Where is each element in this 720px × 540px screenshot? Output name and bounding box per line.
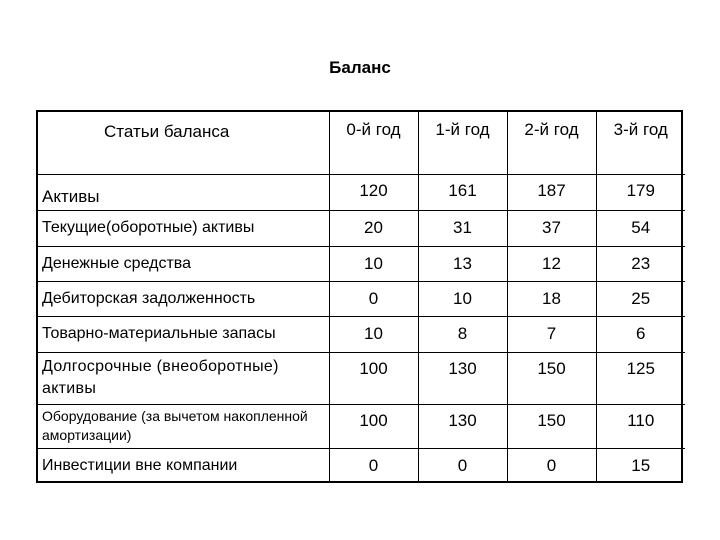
cell-value: 0 (507, 448, 596, 483)
cell-value: 12 (507, 246, 596, 281)
table-header-row (38, 112, 685, 174)
table-row (38, 448, 685, 483)
cell-value: 10 (329, 246, 418, 281)
cell-value: 130 (418, 404, 507, 448)
table-row (38, 174, 685, 210)
cell-value: 23 (596, 246, 685, 281)
cell-value: 0 (329, 281, 418, 316)
table-row (38, 210, 685, 246)
cell-value: 150 (507, 352, 596, 404)
table-row (38, 246, 685, 281)
header-year-0: 0-й год (329, 112, 418, 174)
cell-value: 8 (418, 316, 507, 352)
cell-value: 31 (418, 210, 507, 246)
cell-value: 0 (329, 448, 418, 483)
header-year-2: 2-й год (507, 112, 596, 174)
table-row (38, 316, 685, 352)
cell-value: 179 (596, 174, 685, 210)
header-year-1: 1-й год (418, 112, 507, 174)
row-label: Текущие(оборотные) активы (38, 210, 329, 246)
table-row (38, 404, 685, 448)
cell-value: 18 (507, 281, 596, 316)
balance-table (36, 110, 683, 483)
balance-grid (38, 112, 685, 483)
table-row (38, 352, 685, 404)
cell-value: 20 (329, 210, 418, 246)
cell-value: 110 (596, 404, 685, 448)
cell-value: 13 (418, 246, 507, 281)
cell-value: 37 (507, 210, 596, 246)
cell-value: 54 (596, 210, 685, 246)
row-label: Товарно-материальные запасы (38, 316, 329, 352)
cell-value: 0 (418, 448, 507, 483)
row-label: Оборудование (за вычетом накопленной амортизации) (38, 404, 329, 448)
row-label: Долгосрочные (внеоборотные) активы (38, 352, 329, 404)
cell-value: 130 (418, 352, 507, 404)
cell-value: 10 (418, 281, 507, 316)
cell-value: 25 (596, 281, 685, 316)
table-row (38, 281, 685, 316)
cell-value: 100 (329, 352, 418, 404)
row-label: Активы (38, 174, 329, 210)
cell-value: 15 (596, 448, 685, 483)
row-label: Дебиторская задолженность (38, 281, 329, 316)
cell-value: 6 (596, 316, 685, 352)
cell-value: 100 (329, 404, 418, 448)
cell-value: 10 (329, 316, 418, 352)
cell-value: 7 (507, 316, 596, 352)
cell-value: 150 (507, 404, 596, 448)
cell-value: 187 (507, 174, 596, 210)
cell-value: 161 (418, 174, 507, 210)
row-label: Инвестиции вне компании (38, 448, 329, 483)
header-label: Статьи баланса (38, 112, 329, 174)
cell-value: 120 (329, 174, 418, 210)
cell-value: 125 (596, 352, 685, 404)
row-label: Денежные средства (38, 246, 329, 281)
header-year-3: 3-й год (596, 112, 685, 174)
page-title: Баланс (329, 58, 391, 77)
